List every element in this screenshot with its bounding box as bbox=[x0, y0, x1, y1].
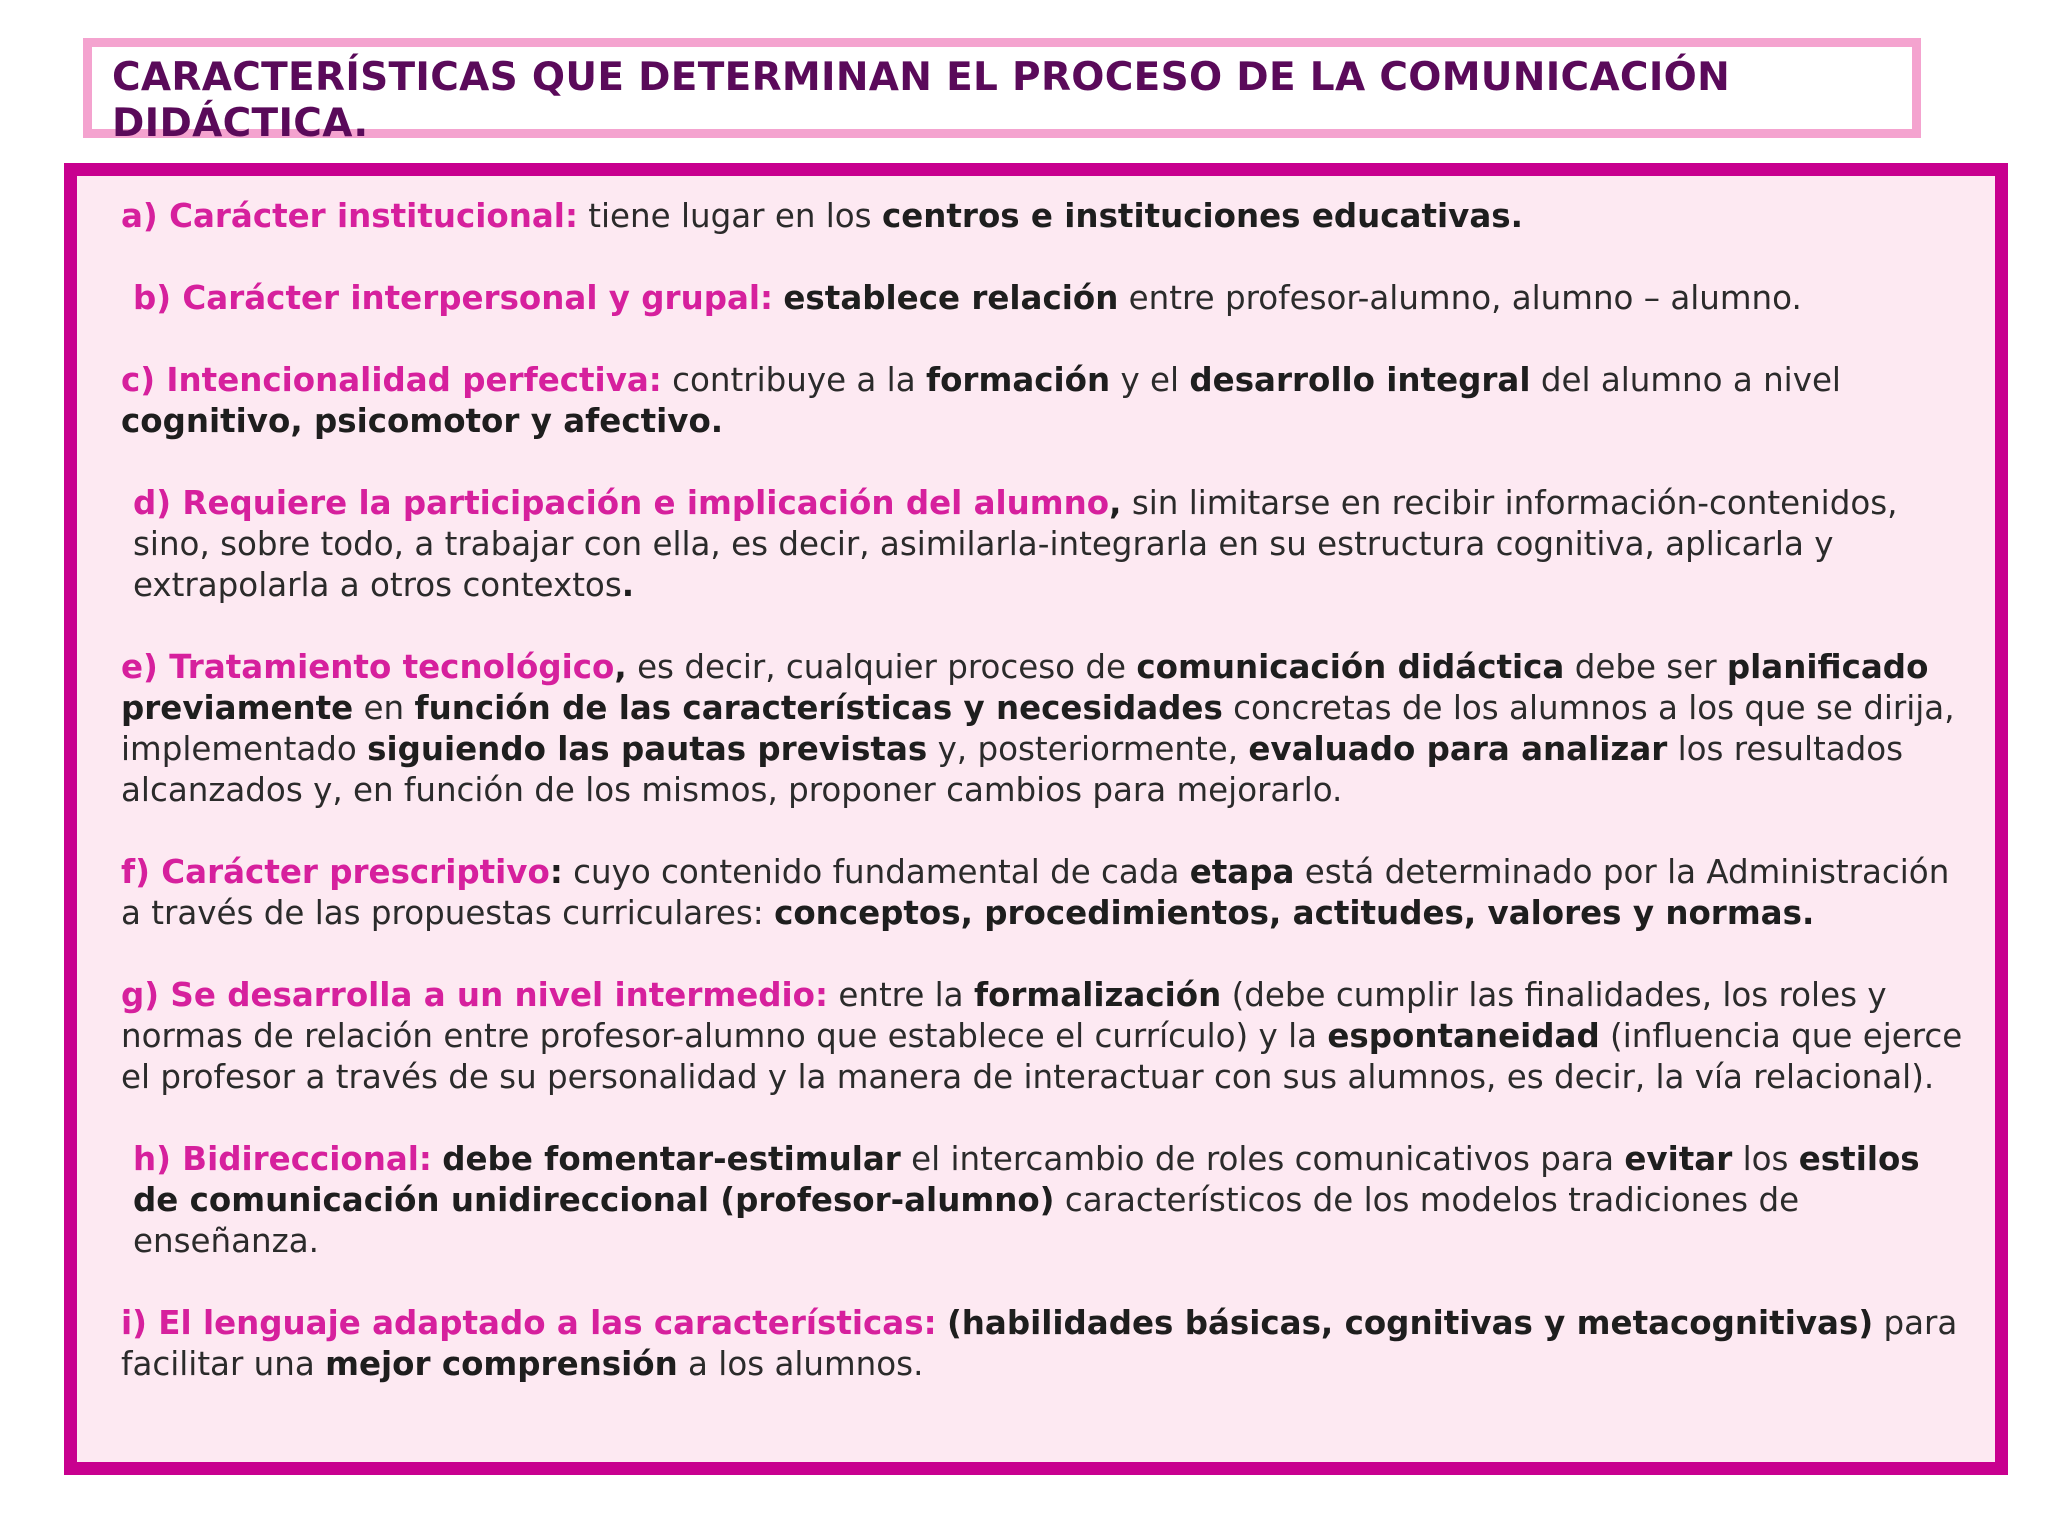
item-f-caracter-prescriptivo bbox=[121, 852, 1975, 934]
item-b-bold-1: establece relación bbox=[783, 279, 1119, 317]
item-d-participacion-alumno bbox=[121, 483, 1975, 606]
item-f-bold-2: conceptos, procedimientos, actitudes, valores y normas. bbox=[774, 894, 1815, 932]
item-g-bold-2: espontaneidad bbox=[1327, 1017, 1600, 1055]
item-i-bold-2: mejor comprensión bbox=[325, 1345, 678, 1383]
item-f-text-2: está determinado por la Administración a través de las propuestas curriculares: bbox=[121, 853, 1950, 932]
item-e-text-3: en bbox=[353, 689, 415, 727]
item-c-text-2: y el bbox=[1110, 361, 1190, 399]
item-e-tratamiento-tecnologico bbox=[121, 647, 1975, 811]
title-box bbox=[83, 38, 1921, 146]
item-i-text-1 bbox=[937, 1304, 947, 1342]
item-b-label: b) Carácter interpersonal y grupal: bbox=[133, 279, 774, 317]
item-c-label: c) Intencionalidad perfectiva: bbox=[121, 361, 662, 399]
item-h-bold-1: debe fomentar-estimular bbox=[442, 1140, 901, 1178]
item-c-intencionalidad-perfectiva bbox=[121, 360, 1975, 442]
item-d-bold-2: . bbox=[621, 566, 635, 604]
item-d-text-1: sin limitarse en recibir información-contenidos, sino, sobre todo, a trabajar con ella, es decir, asimilarla-integrarla en su estructura cognitiva, aplicarla y extrapolarla a otros contextos bbox=[133, 484, 1898, 604]
item-g-text-1: entre la bbox=[828, 976, 974, 1014]
item-i-lenguaje-adaptado bbox=[121, 1303, 1975, 1385]
item-d-label: d) Requiere la participación e implicación del alumno bbox=[133, 484, 1110, 522]
item-c-text-3: del alumno a nivel bbox=[1530, 361, 1841, 399]
item-h-label: h) Bidireccional: bbox=[133, 1140, 432, 1178]
item-e-text-4: concretas de los alumnos a los que se dirija, implementado bbox=[121, 689, 1955, 768]
item-a-caracter-institucional bbox=[121, 196, 1975, 237]
item-g-text-2: (debe cumplir las finalidades, los roles y normas de relación entre profesor-alumno que establece el currículo) y la bbox=[121, 976, 1887, 1055]
item-e-bold-0: , bbox=[614, 648, 627, 686]
item-f-bold-1: etapa bbox=[1189, 853, 1295, 891]
item-e-text-2: debe ser bbox=[1564, 648, 1727, 686]
item-h-text-1 bbox=[432, 1140, 442, 1178]
item-f-label: f) Carácter prescriptivo bbox=[121, 853, 550, 891]
item-e-bold-4: siguiendo las pautas previstas bbox=[367, 730, 928, 768]
item-i-label: i) El lenguaje adaptado a las características: bbox=[121, 1304, 937, 1342]
item-c-bold-3: cognitivo, psicomotor y afectivo. bbox=[121, 402, 724, 440]
item-c-bold-2: desarrollo integral bbox=[1189, 361, 1531, 399]
item-e-text-6: los resultados alcanzados y, en función de los mismos, proponer cambios para mejorarlo. bbox=[121, 730, 1904, 809]
item-i-text-2: para facilitar una bbox=[121, 1304, 1958, 1383]
item-h-bidireccional bbox=[121, 1139, 1975, 1262]
item-f-bold-0: : bbox=[549, 853, 563, 891]
item-e-bold-5: evaluado para analizar bbox=[1248, 730, 1668, 768]
item-e-text-1: es decir, cualquier proceso de bbox=[626, 648, 1137, 686]
item-e-text-5: y, posteriormente, bbox=[927, 730, 1249, 768]
item-g-nivel-intermedio bbox=[121, 975, 1975, 1098]
item-g-text-3: (influencia que ejerce el profesor a través de su personalidad y la manera de interactuar con sus alumnos, es decir, la vía relacional). bbox=[121, 1017, 1963, 1096]
item-c-text-1: contribuye a la bbox=[661, 361, 926, 399]
item-i-text-3: a los alumnos. bbox=[677, 1345, 924, 1383]
item-b-text-1 bbox=[773, 279, 783, 317]
item-i-bold-1: (habilidades básicas, cognitivas y metacognitivas) bbox=[946, 1304, 1874, 1342]
item-h-bold-2: evitar bbox=[1624, 1140, 1733, 1178]
item-a-text-1: tiene lugar en los bbox=[577, 197, 882, 235]
item-d-bold-1: , bbox=[1109, 484, 1122, 522]
item-e-label: e) Tratamiento tecnológico bbox=[121, 648, 615, 686]
item-g-label: g) Se desarrolla a un nivel intermedio: bbox=[121, 976, 829, 1014]
item-h-text-2: el intercambio de roles comunicativos para bbox=[900, 1140, 1625, 1178]
item-f-text-1: cuyo contenido fundamental de cada bbox=[562, 853, 1190, 891]
item-b-caracter-interpersonal bbox=[121, 278, 1975, 319]
item-g-bold-1: formalización bbox=[973, 976, 1222, 1014]
item-h-text-3: los bbox=[1732, 1140, 1799, 1178]
item-e-bold-2: planificado previamente bbox=[121, 648, 1929, 727]
item-c-bold-1: formación bbox=[925, 361, 1111, 399]
item-a-label: a) Carácter institucional: bbox=[121, 197, 578, 235]
page-title: CARACTERÍSTICAS QUE DETERMINAN EL PROCESO DE LA COMUNICACIÓN DIDÁCTICA. bbox=[112, 55, 1731, 146]
item-e-bold-3: función de las características y necesidades bbox=[414, 689, 1223, 727]
characteristics-panel bbox=[64, 163, 2008, 1475]
item-e-bold-1: comunicación didáctica bbox=[1136, 648, 1565, 686]
item-h-bold-3: estilos de comunicación unidireccional (profesor-alumno) bbox=[133, 1140, 1920, 1219]
item-h-text-4: característicos de los modelos tradiciones de enseñanza. bbox=[133, 1181, 1800, 1260]
item-b-text-2: entre profesor-alumno, alumno – alumno. bbox=[1118, 279, 1802, 317]
item-a-bold-1: centros e instituciones educativas. bbox=[881, 197, 1523, 235]
